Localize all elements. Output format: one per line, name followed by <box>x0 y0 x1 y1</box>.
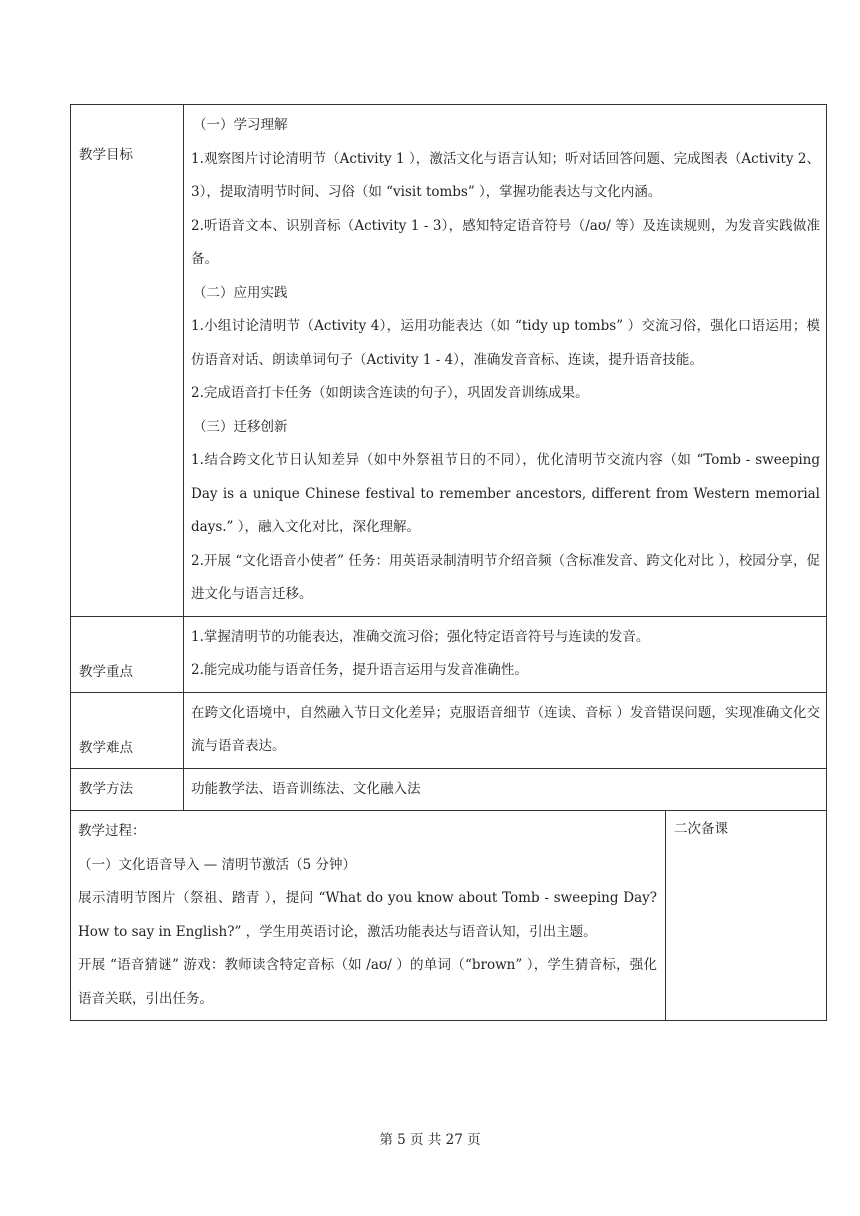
objective-item: 2.开展 “文化语音小使者” 任务：用英语录制清明节介绍音频（含标准发音、跨文化对比 ），校园分享，促进文化与语言迁移。 <box>191 552 820 602</box>
lesson-plan-table <box>70 104 827 1021</box>
methods-text: 功能教学法、语音训练法、文化融入法 <box>191 780 421 797</box>
methods-row <box>71 768 827 811</box>
process-step-title: （一）文化语音导入 — 清明节激活（5 分钟） <box>78 856 356 873</box>
section-title-understanding: （一）学习理解 <box>193 117 288 133</box>
process-step-item: 开展 “语音猜谜” 游戏：教师读含特定音标（如 /aʊ/ ）的单词（“brown” ），学生猜音标，强化语音关联，引出任务。 <box>78 957 657 1007</box>
methods-label: 教学方法 <box>79 781 133 798</box>
difficulties-label: 教学难点 <box>79 739 133 756</box>
process-content <box>71 811 666 1021</box>
difficulties-content <box>184 692 827 768</box>
process-step-item: 展示清明节图片（祭祖、踏青 ），提问 “What do you know about Tomb - sweeping Day? How to say in English?” ，学生用英语讨论，激活功能表达与语音认知，引出主题。 <box>78 890 657 940</box>
difficulties-row <box>71 692 827 768</box>
process-row <box>71 811 827 1021</box>
objective-item: 1.小组讨论清明节（Activity 4），运用功能表达（如 “tidy up tombs” ）交流习俗，强化口语运用；模仿语音对话、朗读单词句子（Activity 1 - 4），准确发音音标、连读，提升语音技能。 <box>191 318 820 368</box>
objectives-label-cell <box>71 105 184 617</box>
key-points-label-cell <box>71 616 184 692</box>
difficulties-label-cell <box>71 692 184 768</box>
objective-item: 2.完成语音打卡任务（如朗读含连读的句子），巩固发音训练成果。 <box>191 385 589 401</box>
objectives-row <box>71 105 827 617</box>
section-title-transfer: （三）迁移创新 <box>193 418 288 435</box>
methods-label-cell <box>71 768 184 811</box>
objective-item: 2.听语音文本、识别音标（Activity 1 - 3），感知特定语音符号（/aʊ/ 等）及连读规则，为发音实践做准备。 <box>191 217 820 267</box>
process-title: 教学过程： <box>78 823 146 839</box>
section-title-practice: （二）应用实践 <box>193 284 288 301</box>
difficulties-text: 在跨文化语境中，自然融入节日文化差异；克服语音细节（连读、音标 ）发音错误问题，实现准确文化交流与语音表达。 <box>191 704 820 754</box>
methods-content <box>184 768 827 811</box>
key-points-content <box>184 616 827 692</box>
secondary-prep-cell <box>666 811 827 1021</box>
objective-item: 1.结合跨文化节日认知差异（如中外祭祖节日的不同），优化清明节交流内容（如 “Tomb - sweeping Day is a unique Chinese festival to remember ancestors, different from Western memorial days.” ），融入文化对比，深化理解。 <box>191 452 820 535</box>
key-point-item: 1.掌握清明节的功能表达，准确交流习俗；强化特定语音符号与连读的发音。 <box>191 628 650 645</box>
page-footer: 第 5 页 共 27 页 <box>379 1132 481 1148</box>
secondary-prep-label: 二次备课 <box>674 821 728 837</box>
objectives-content <box>184 105 827 617</box>
key-points-label: 教学重点 <box>79 663 133 680</box>
key-points-row <box>71 616 827 692</box>
objectives-label: 教学目标 <box>79 147 133 163</box>
objective-item: 1.观察图片讨论清明节（Activity 1 ），激活文化与语言认知；听对话回答问题、完成图表（Activity 2、3），提取清明节时间、习俗（如 “visit tombs” ），掌握功能表达与文化内涵。 <box>191 150 820 200</box>
key-point-item: 2.能完成功能与语音任务，提升语言运用与发音准确性。 <box>191 662 528 678</box>
